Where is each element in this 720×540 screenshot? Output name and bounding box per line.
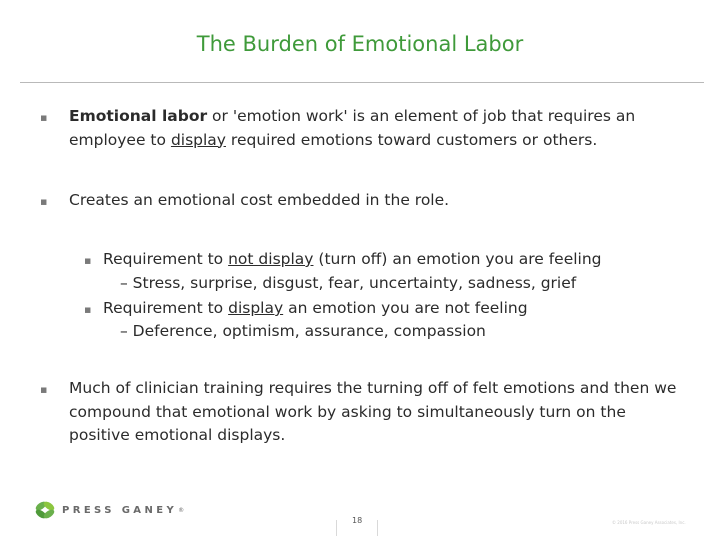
sub-bullet-text: Requirement to <box>103 299 229 317</box>
bullet-clinician-training: Much of clinician training requires the turning off of felt emotions and then we compound that emotional work by asking to simultaneously turn on the positive emotional displays. <box>69 379 677 444</box>
sub-sub-bullet-negative-emotions: – Stress, surprise, disgust, fear, uncertainty, sadness, grief <box>120 274 577 292</box>
bullet-bold-term: Emotional labor <box>69 107 208 125</box>
press-ganey-leaf-icon <box>34 499 56 521</box>
sub-bullet-text: an emotion you are not feeling <box>283 299 528 317</box>
bullet-emotional-cost: Creates an emotional cost embedded in the role. <box>69 191 450 209</box>
sub-bullet-marker: ▪ <box>84 303 92 316</box>
bullet-emotional-labor <box>69 105 689 152</box>
sub-bullet-text: Requirement to <box>103 250 229 268</box>
slide-title: The Burden of Emotional Labor <box>196 32 524 56</box>
bullet-marker: ▪ <box>40 383 48 396</box>
underlined-term: not display <box>228 250 314 268</box>
bullet-marker: ▪ <box>40 195 48 208</box>
logo-wordmark: PRESS GANEY <box>62 504 178 516</box>
sub-bullet-not-display <box>103 248 602 272</box>
underlined-term: display <box>170 130 226 149</box>
bullet-text: or 'emotion work' is an element of job that requires an employee to <box>69 107 636 149</box>
sub-bullet-text: (turn off) an emotion you are feeling <box>313 250 602 268</box>
title-divider <box>20 82 704 83</box>
sub-bullet-marker: ▪ <box>84 254 92 267</box>
copyright-notice: © 2016 Press Ganey Associates, Inc. <box>612 520 686 525</box>
bullet-text: required emotions toward customers or others. <box>225 130 598 149</box>
sub-sub-bullet-positive-emotions: – Deference, optimism, assurance, compassion <box>120 322 486 340</box>
bullet-marker: ▪ <box>40 111 48 124</box>
page-number: 18 <box>352 516 363 525</box>
underlined-term: display <box>228 299 284 317</box>
logo-registered-mark: ® <box>178 506 185 514</box>
sub-bullet-display <box>103 297 528 321</box>
press-ganey-logo <box>34 498 184 522</box>
